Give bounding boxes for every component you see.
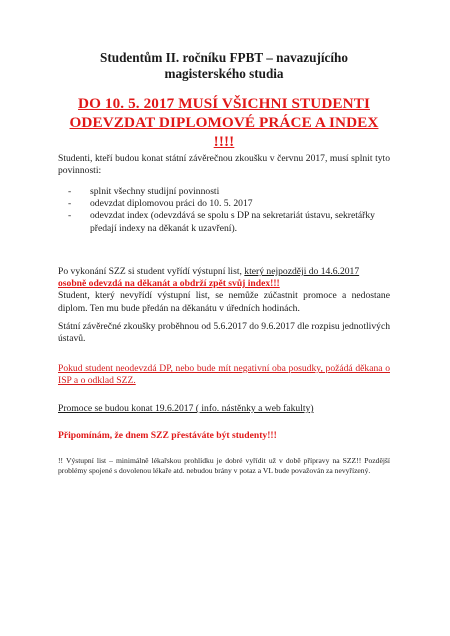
intro-paragraph: Studenti, kteří budou konat státní závěrečnou zkoušku v červnu 2017, musí splnit tyto povinnosti: xyxy=(58,153,390,177)
requirement-text: odevzdat index (odevzdává se spolu s DP na sekretariát ústavu, sekretářky předají indexy na děkanát k uzavření). xyxy=(90,210,375,234)
deadline-headline xyxy=(58,94,390,151)
failure-paragraph: Pokud student neodevzdá DP, nebo bude mít negativní oba posudky, požádá děkana o ISP a o odklad SZZ. xyxy=(58,363,390,387)
output-sheet-paragraph xyxy=(58,266,390,315)
list-item xyxy=(68,186,390,198)
output-sheet-deadline: který nejpozději do 14.6.2017 xyxy=(244,266,360,277)
list-dash: - xyxy=(68,198,72,210)
list-dash: - xyxy=(68,186,72,197)
graduation-date-paragraph: Promoce se budou konat 19.6.2017 ( info. nástěnky a web fakulty) xyxy=(58,403,314,414)
document-title xyxy=(58,50,390,82)
footnote: !! Výstupní list – minimálně lékařskou prohlídku je dobré vyřídit už v době přípravy na SZZ!! Pozdější problémy spojené s dovolenou lékaře atd. nebudou brány v potaz a VL bude považován za nevyřízený. xyxy=(58,456,390,476)
requirements-list xyxy=(68,186,390,235)
title-line-2: magisterského studia xyxy=(164,66,284,81)
index-return-warning: osobně odevzdá na děkanát a obdrží zpět svůj index!!! xyxy=(58,278,280,290)
headline-line-2: ODEVZDAT DIPLOMOVÉ PRÁCE A INDEX !!!! xyxy=(69,114,379,150)
list-item xyxy=(68,198,390,210)
list-dash: - xyxy=(68,210,72,222)
exam-dates-paragraph: Státní závěrečné zkoušky proběhnou od 5.6.2017 do 9.6.2017 dle rozpisu jednotlivých ústavů. xyxy=(58,321,390,345)
requirement-text: odevzdat diplomovou práci do 10. 5. 2017 xyxy=(90,198,253,210)
title-line-1: Studentům II. ročníku FPBT – navazujícího xyxy=(100,50,348,65)
graduation-condition-text: Student, který nevyřídí výstupní list, se nemůže zúčastnit promoce a nedostane diplom. Ten mu bude předán na děkanátu v úředních hodinách. xyxy=(58,290,390,314)
list-item xyxy=(68,210,390,234)
reminder-paragraph: Připomínám, že dnem SZZ přestáváte být studenty!!! xyxy=(58,430,277,441)
requirement-text: splnit všechny studijní povinnosti xyxy=(90,186,220,197)
headline-line-1: DO 10. 5. 2017 MUSÍ VŠICHNI STUDENTI xyxy=(78,95,370,112)
output-sheet-text: Po vykonání SZZ si student vyřídí výstupní list, xyxy=(58,266,245,277)
